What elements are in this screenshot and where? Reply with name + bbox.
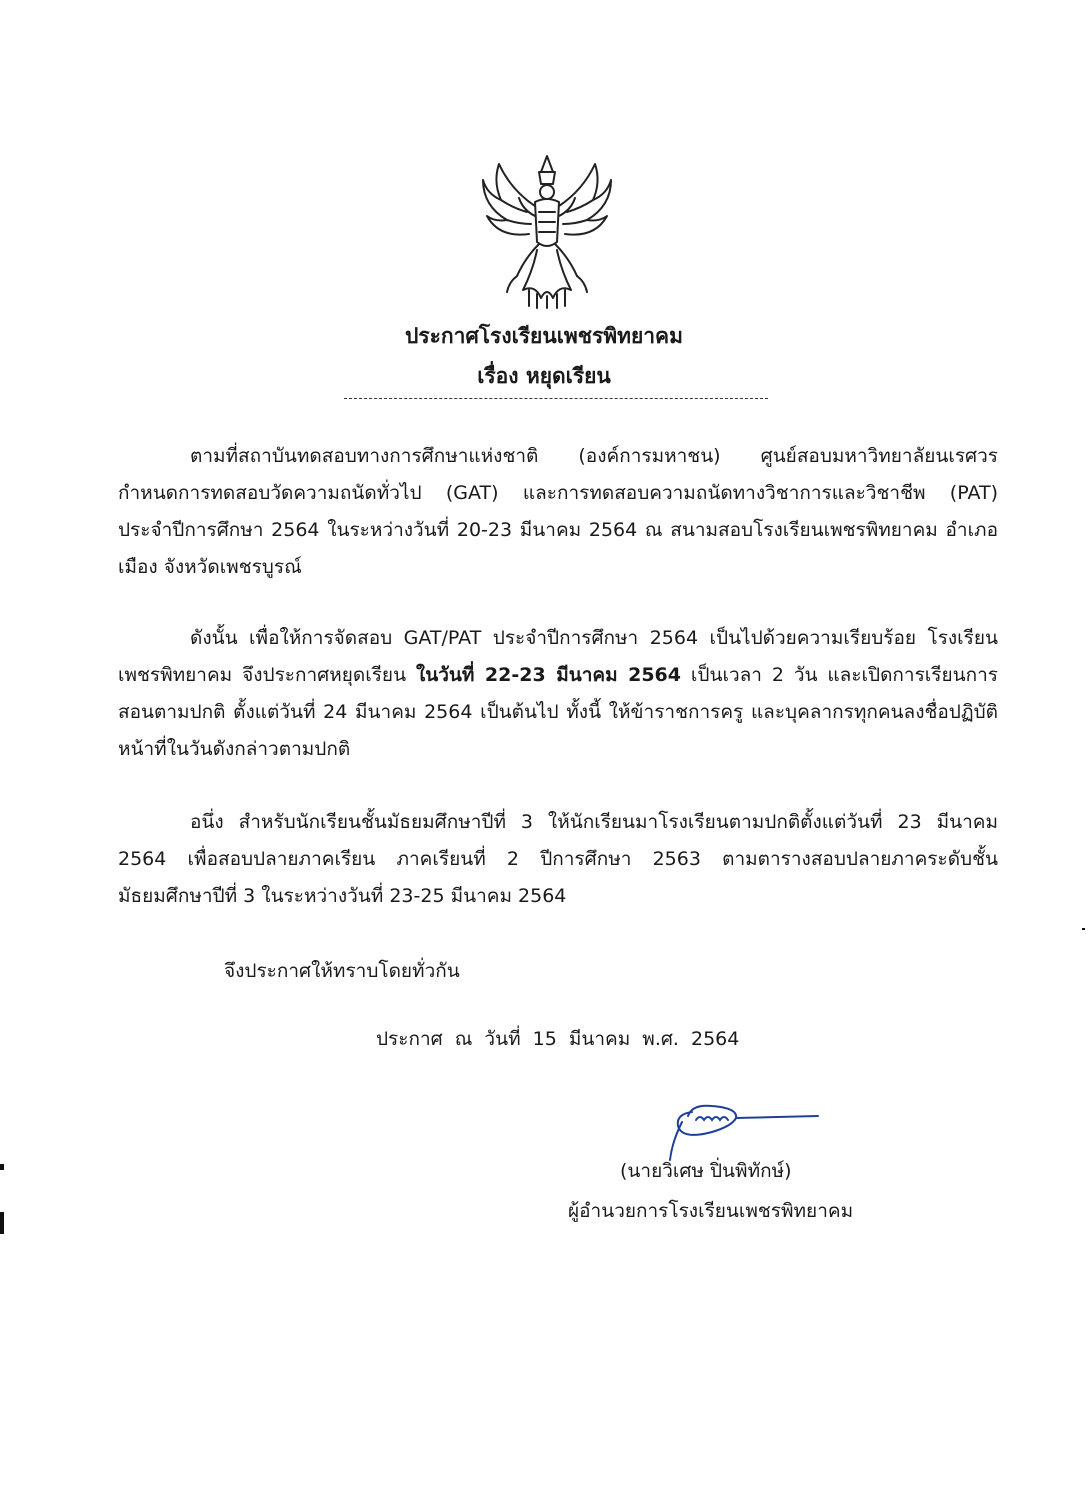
document-title: ประกาศโรงเรียนเพชรพิทยาคม: [405, 324, 683, 348]
closing-statement: จึงประกาศให้ทราบโดยทั่วกัน: [224, 960, 460, 982]
paragraph-3: อนึ่ง สำหรับนักเรียนชั้นมัธยมศึกษาปีที่ 3 ให้นักเรียนมาโรงเรียนตามปกติตั้งแต่วันที่ 23 มีนาคม 2564 เพื่อสอบปลายภาคเรียน ภาคเรียนที่ 2 ปีการศึกษา 2563 ตามตารางสอบปลายภาคระดับชั้นมัธยมศึกษาปีที่ 3 ในระหว่างวันที่ 23-25 มีนาคม 2564: [118, 811, 998, 907]
announcement-date: ประกาศ ณ วันที่ 15 มีนาคม พ.ศ. 2564: [376, 1028, 740, 1050]
paragraph-2: [118, 620, 998, 768]
title-divider: [344, 398, 768, 399]
paragraph-2-bold-dates: ในวันที่ 22-23 มีนาคม 2564: [415, 664, 681, 686]
garuda-emblem-icon: [477, 150, 617, 310]
signer-name: (นายวิเศษ ปิ่นพิทักษ์): [620, 1160, 792, 1182]
paragraph-2-text-end: เป็นเวลา 2 วัน และเปิดการเรียนการสอนตามปกติ ตั้งแต่วันที่ 24 มีนาคม 2564 เป็นต้นไป ทั้งนี้ ให้ข้าราชการครู และบุคลากรทุกคนลงชื่อปฏิบัติหน้าที่ในวันดังกล่าวตามปกติ: [118, 664, 998, 760]
handwritten-signature: [652, 1092, 822, 1162]
paragraph-2-text-start: ดังนั้น เพื่อให้การจัดสอบ GAT/PAT ประจำปีการศึกษา 2564 เป็นไปด้วยความเรียบร้อย โรงเรียนเพชรพิทยาคม จึงประกาศหยุดเรียน: [118, 627, 998, 686]
scan-edge-mark: [1082, 928, 1085, 930]
scan-edge-mark: [0, 1212, 4, 1234]
paragraph-1: ตามที่สถาบันทดสอบทางการศึกษาแห่งชาติ (องค์การมหาชน) ศูนย์สอบมหาวิทยาลัยนเรศวร กำหนดการทดสอบวัดความถนัดทั่วไป (GAT) และการทดสอบความถนัดทางวิชาการและวิชาชีพ (PAT) ประจำปีการศึกษา 2564 ในระหว่างวันที่ 20-23 มีนาคม 2564 ณ สนามสอบโรงเรียนเพชรพิทยาคม อำเภอเมือง จังหวัดเพชรบูรณ์: [118, 445, 998, 578]
document-subject: เรื่อง หยุดเรียน: [477, 364, 611, 388]
signer-position: ผู้อำนวยการโรงเรียนเพชรพิทยาคม: [568, 1200, 854, 1222]
scan-edge-mark: [0, 1164, 4, 1170]
